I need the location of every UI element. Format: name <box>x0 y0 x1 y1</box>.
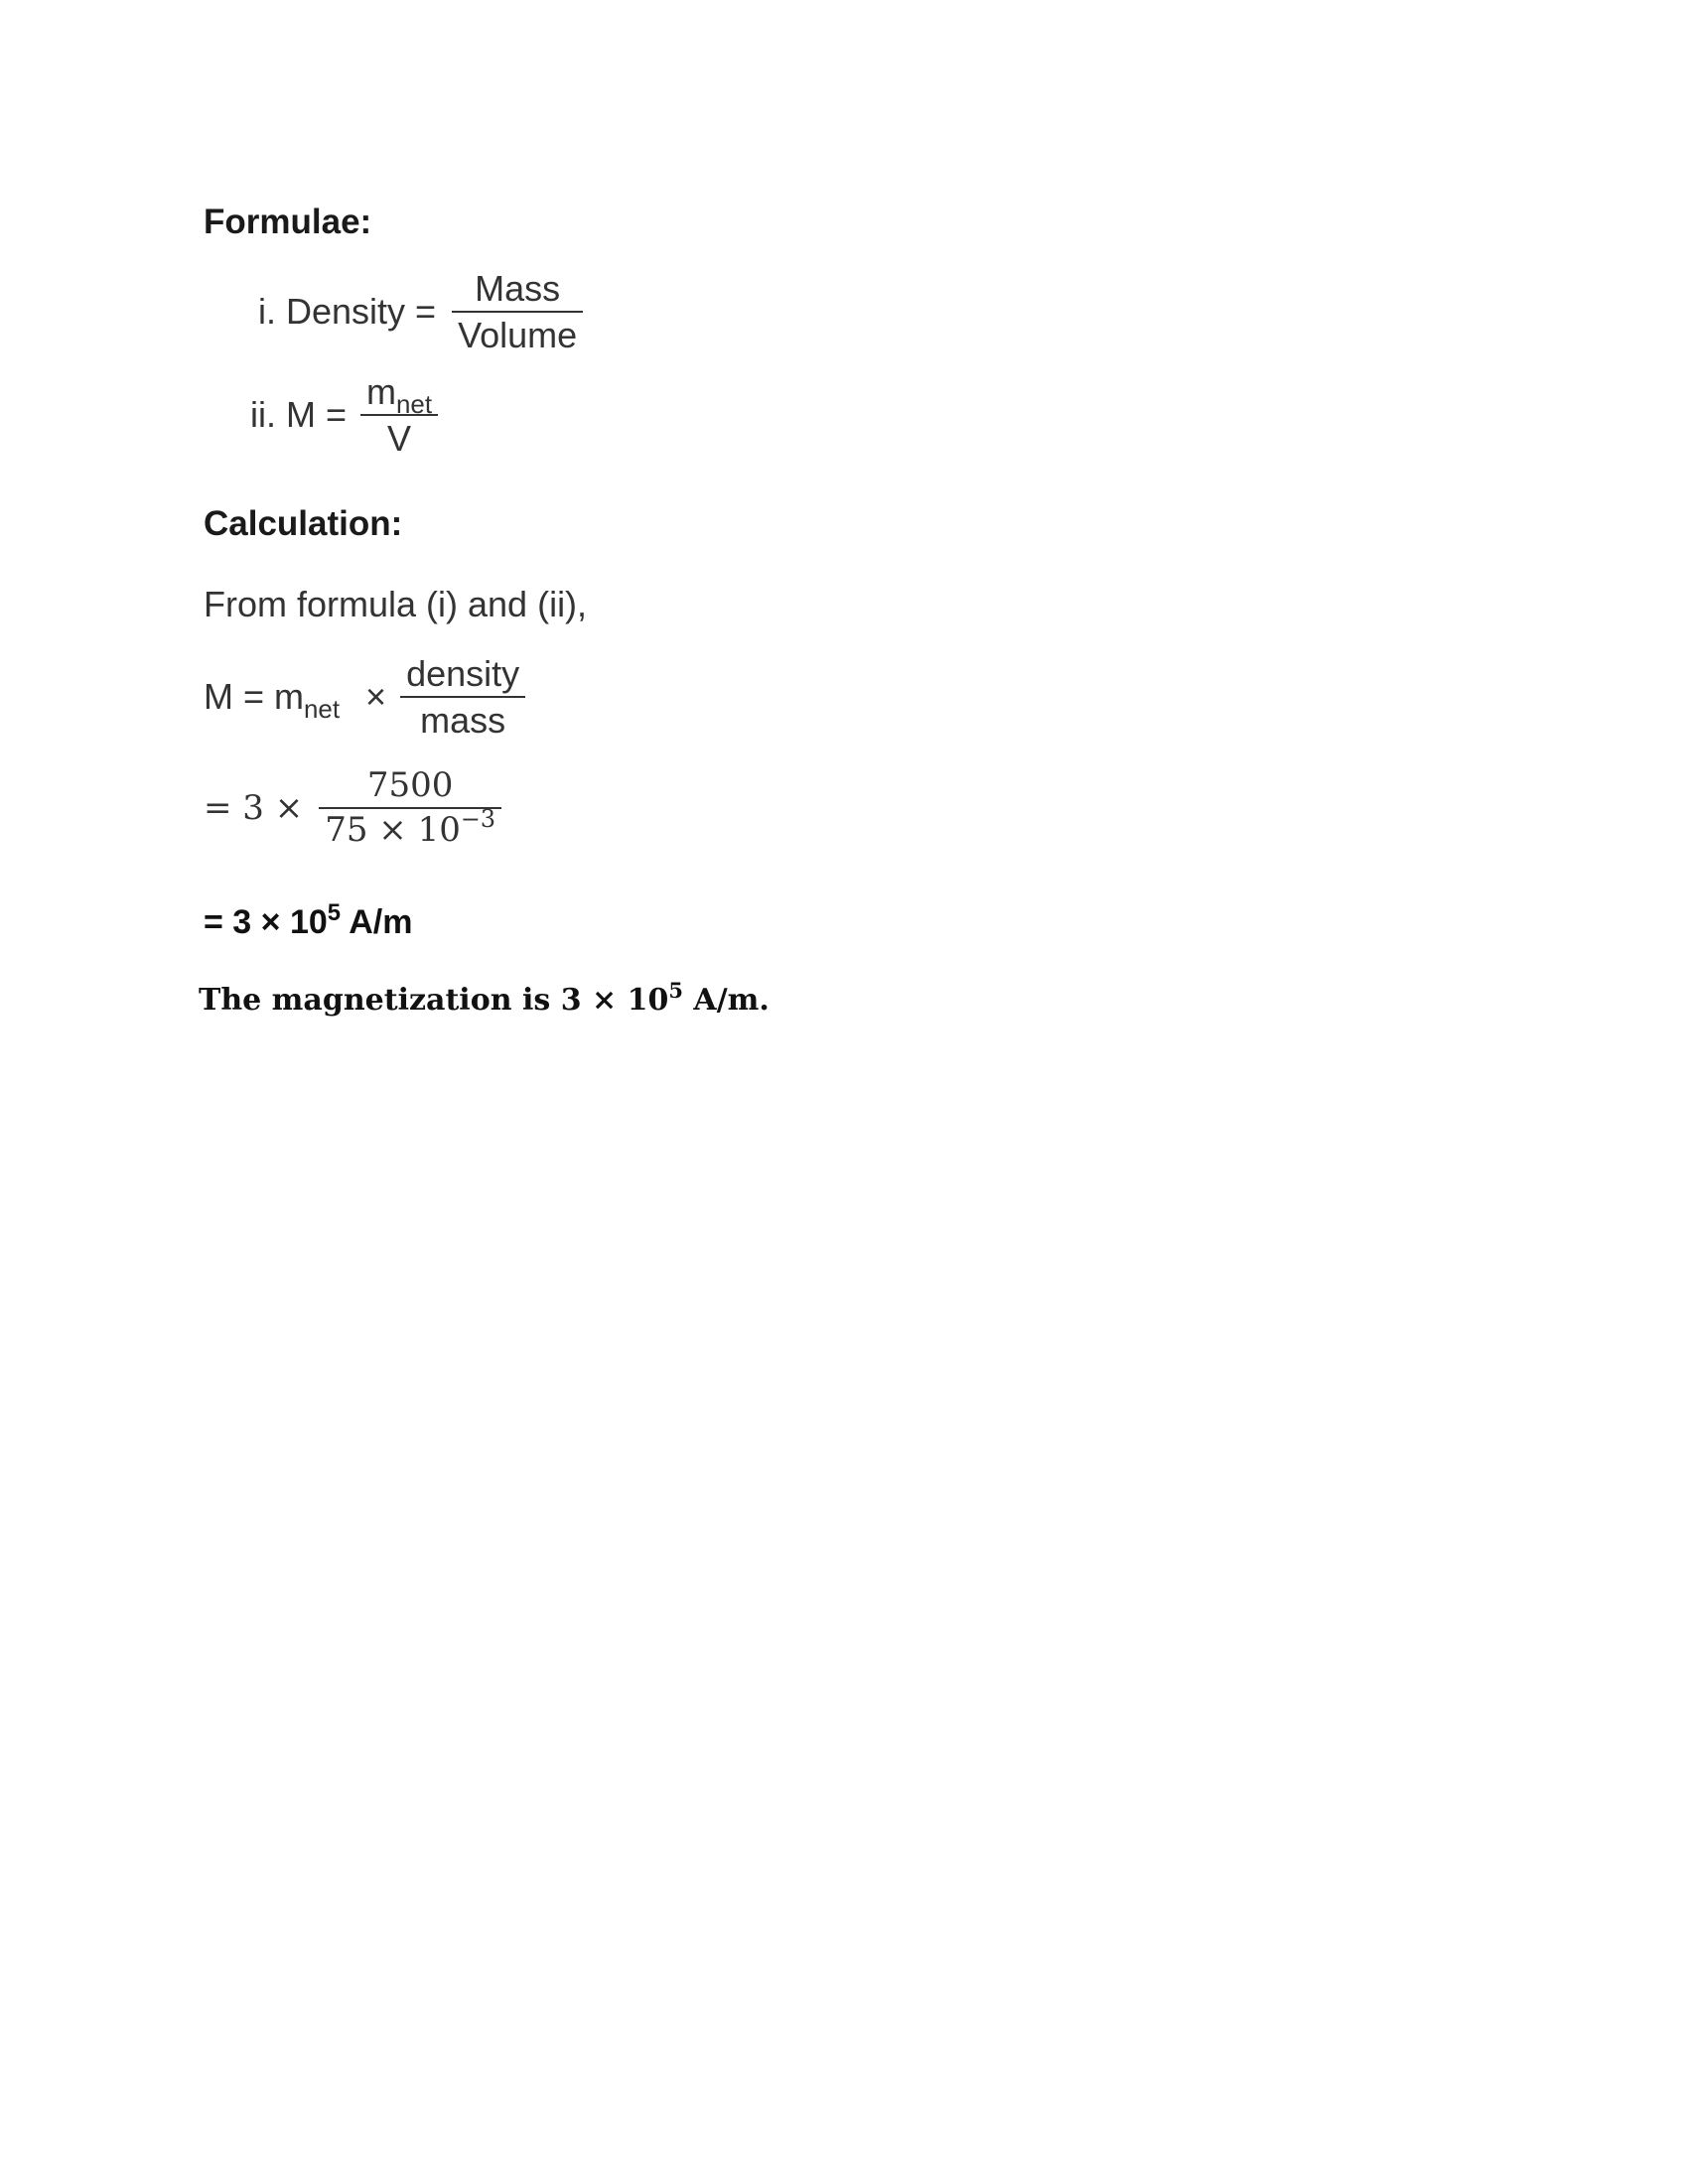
formula-density <box>258 266 583 357</box>
formula-magnetization-prefix: ii. M = <box>250 394 348 435</box>
calculation-intro: From formula (i) and (ii), <box>204 584 588 624</box>
multiply-sign: × <box>365 676 387 717</box>
formula-density-prefix: i. Density = <box>258 291 437 332</box>
calculation-step-2 <box>204 764 501 851</box>
step-2-numerator: 7500 <box>366 765 454 805</box>
magnetization-fraction <box>360 369 438 461</box>
calculation-result: = $3 \times 10^5$ A/m <box>204 898 413 941</box>
step-2-lhs: = 3 × <box>204 787 304 828</box>
density-fraction <box>452 266 583 357</box>
magnetization-numerator: $m_{net}$ <box>366 371 433 420</box>
calculation-heading: Calculation: <box>204 504 403 543</box>
step-1-lhs: $M = m_{net}$ <box>204 676 341 725</box>
formula-magnetization <box>250 369 438 461</box>
step-2-denominator: $75 \times 10^{-3}$ <box>325 805 495 850</box>
calculation-step-1 <box>204 651 525 743</box>
density-numerator: Mass <box>475 268 561 309</box>
conclusion-text: The magnetization is $3 \times 10^5$ A/m. <box>199 978 770 1018</box>
formulae-heading: Formulae: <box>204 203 372 241</box>
density-denominator: Volume <box>458 315 578 355</box>
step-1-denominator: mass <box>420 700 506 741</box>
magnetization-denominator: V <box>387 418 412 459</box>
step-1-numerator: density <box>406 653 520 694</box>
step-2-fraction <box>319 764 501 851</box>
step-1-fraction <box>400 651 525 743</box>
